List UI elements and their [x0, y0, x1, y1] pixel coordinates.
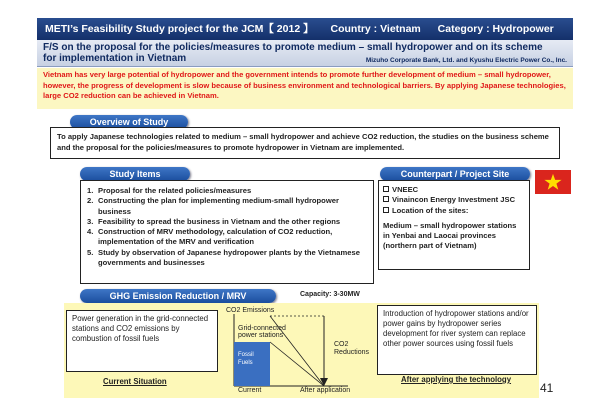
diagonal-line [270, 342, 324, 386]
list-item [87, 227, 367, 248]
list-item [87, 217, 367, 227]
current-situation-caption: Current Situation [103, 377, 167, 386]
reductions-label: Reductions [334, 349, 370, 356]
study-items-list [87, 186, 367, 268]
counterpart-heading: Counterpart / Project Site [380, 167, 530, 181]
page-number: 41 [540, 381, 554, 395]
item-number: 3. [87, 216, 94, 226]
item-number: 4. [87, 227, 94, 237]
list-item [87, 196, 367, 217]
counterpart-label: Vinaincon Energy Investment JSC [392, 195, 516, 205]
item-number: 5. [87, 247, 94, 257]
item-text: Construction of MRV methodology, calculation of CO2 reduction, implementation of the MRV and verification [98, 227, 333, 247]
counterpart-label: Location of the sites: [392, 205, 469, 215]
overview-box: To apply Japanese technologies related to medium – small hydropower and achieve CO2 reduction, the studies on the business scheme and the proposal for the policies/measures to promote hydropower in Vietnam are implemented. [50, 127, 560, 159]
item-text: Feasibility to spread the business in Vietnam and the other regions [98, 216, 341, 226]
capacity-label: Capacity: 3-30MW [300, 291, 360, 298]
grid-connected-label-2: power stations [238, 332, 284, 339]
counterpart-item [383, 185, 525, 195]
intro-text: Vietnam has very large potential of hydropower and the government intends to promote further development of medium – small hydropower, however, the progress of development is slow because of business environment and technological barriers. By applying Japanese technologies, large CO2 reduction can be achieved in Vietnam. [37, 68, 573, 109]
current-situation-box: Power generation in the grid-connected stations and CO2 emissions by combustion of fossil fuels [66, 310, 218, 372]
project-title: METI’s Feasibility Study project for the JCM【 2012 】 [45, 23, 314, 35]
title-bar [37, 18, 573, 40]
study-items-box [80, 180, 374, 284]
category-label: Category : Hydropower [437, 23, 554, 35]
emission-diagram [224, 300, 376, 395]
list-item [87, 248, 367, 269]
counterpart-item [383, 206, 525, 216]
counterpart-label: VNEEC [392, 185, 419, 194]
co2-emissions-label: CO2 Emissions [226, 307, 275, 314]
ghg-heading: GHG Emission Reduction / MRV [80, 289, 276, 303]
item-number: 1. [87, 186, 94, 195]
star-icon [544, 173, 562, 191]
organizations: Mizuho Corporate Bank, Ltd. and Kyushu Electric Power Co., Inc. [365, 57, 567, 64]
list-item [87, 186, 367, 196]
location-text: Medium – small hydropower stations in Yenbai and Laocai provinces (northern part of Vietnam) [383, 220, 517, 251]
item-text: Study by observation of Japanese hydropower plants by the Vietnamese governments and businesses [98, 247, 360, 268]
subtitle-block [37, 40, 573, 67]
counterpart-box [378, 180, 530, 270]
study-items-heading: Study Items [80, 167, 190, 181]
vietnam-flag [535, 170, 571, 194]
after-axis-label: After application [300, 387, 351, 394]
item-text: Proposal for the related policies/measures [98, 186, 252, 195]
after-technology-caption: After applying the technology [401, 375, 512, 384]
fossil-label-2: Fuels [238, 360, 253, 366]
subtitle-line1: F/S on the proposal for the policies/measures to promote medium – small hydropower and on its scheme [43, 42, 543, 53]
checkbox-icon [383, 186, 389, 192]
co2-label: CO2 [334, 341, 349, 348]
after-technology-box: Introduction of hydropower stations and/or power gains by hydropower series development for river system can replace other power sources using fossil fuels [377, 305, 537, 375]
checkbox-icon [383, 196, 389, 202]
item-text: Constructing the plan for implementing medium-small hydropower business [98, 196, 339, 216]
subtitle-line2: for implementation in Vietnam [43, 53, 187, 64]
current-axis-label: Current [238, 387, 262, 394]
item-number: 2. [87, 196, 94, 206]
checkbox-icon [383, 207, 389, 213]
grid-connected-label-1: Grid-connected [238, 325, 286, 332]
diagonal-line [270, 316, 324, 386]
overview-heading: Overview of Study [70, 115, 188, 129]
fossil-label-1: Fossil [238, 352, 254, 358]
counterpart-item [383, 195, 525, 205]
country-label: Country : Vietnam [330, 23, 421, 35]
